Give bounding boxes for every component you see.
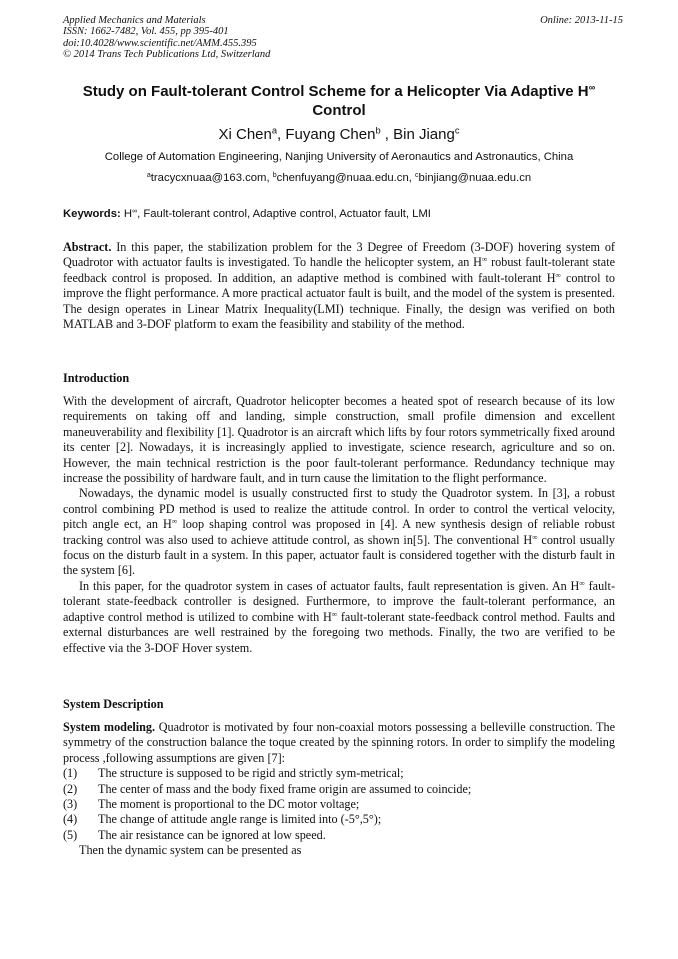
email-list [40,171,638,185]
system-description-heading: System Description [63,697,164,711]
intro-text: control usually focus on the disturb fault in a system. In this paper, actuator fault is considered together with the disturb fault in the system [6]. [63,532,615,578]
title-infinity-sup: ∞ [588,82,596,93]
email-address: tracycxnuaa@163.com [150,172,267,184]
affiliation: College of Automation Engineering, Nanjing University of Aeronautics and Astronautics, China [104,151,574,163]
author-sup: c [454,125,460,136]
assumption-list [63,766,615,843]
intro-text: In this paper, for the quadrotor system in cases of actuator faults, fault representation is given. An H [79,578,580,593]
abstract-text: control to improve the flight performance. A more practical actuator fault is built, and the model of the system is presented. The design operates in Linear Matrix Inequality(LMI) technique. Finally, the design was verified on both MATLAB and 3-DOF platform to exam the feasibility and stability of the method. [63,270,615,332]
system-modeling-lead: System modeling. [63,720,156,734]
email-address: chenfuyang@nuaa.edu.cn [276,172,409,184]
list-item [63,812,615,827]
author-list [40,126,638,144]
list-item-number: (3) [63,797,78,812]
email-separator: , [266,172,273,184]
online-date: Online: 2013-11-15 [540,15,623,26]
introduction-section [63,394,615,656]
journal-header [63,15,623,61]
email-address: binjiang@nuaa.edu.cn [418,172,532,184]
list-item-text: The center of mass and the body fixed frame origin are assumed to coincide; [98,781,472,796]
keywords-rest: , Fault-tolerant control, Adaptive control, Actuator fault, LMI [137,208,431,220]
infinity-sup: ∞ [331,609,338,619]
keywords-infinity-sup: ∞ [132,207,138,215]
abstract-text: In this paper, the stabilization problem for the 3 Degree of Freedom (3-DOF) hovering system of Quadrotor with actuator faults is investigated. To handle the helicopter system, an H [63,240,615,270]
list-item-text: The air resistance can be ignored at low speed. [98,827,326,842]
author-name: Fuyang Chen [285,126,376,143]
abstract [63,240,615,332]
email-sup: b [272,171,277,179]
author-name: Xi Chen [218,126,272,143]
keywords-label: Keywords: [63,208,121,220]
intro-text: fault-tolerant state-feedback controller is designed. Furthermore, to improve the fault-tolerant performance, an adaptive control method is utilized to combine with H [63,578,615,624]
infinity-sup: ∞ [171,516,178,526]
introduction-heading: Introduction [63,371,130,385]
intro-paragraph-3 [63,579,615,656]
system-description-section [63,720,615,859]
intro-text: fault-tolerant state-feedback control method. Faults and external disturbances are well restrained by the foregoing two methods. Finally, the two are verified to be effective via the 3-DOF Hover system. [63,609,615,655]
list-item [63,782,615,797]
list-item-text: The structure is supposed to be rigid and strictly sym-metrical; [98,766,404,781]
author-separator: , [380,126,394,143]
author-sup: a [271,125,278,136]
closing-sentence: Then the dynamic system can be presented as [79,843,302,858]
infinity-sup: ∞ [579,578,585,588]
intro-text: loop shaping control was proposed in [4]. A new synthesis design of reliable robust tracking control was also used to achieve attitude control, as shown in[5]. The conventional H [63,517,616,547]
list-item [63,797,615,812]
intro-paragraph-2 [63,486,615,578]
author-sup: b [375,125,381,136]
infinity-sup: ∞ [555,270,561,280]
list-item [63,828,615,843]
paper-title [40,82,638,120]
title-line2: Control [312,102,366,119]
system-modeling-text: Quadrotor is motivated by four non-coaxial motors possessing a belleville construction. The symmetry of the construction balance the toque created by the spinning rotors. In order to simplify the modeling process ,following assumptions are given [7]: [63,720,616,765]
infinity-sup: ∞ [481,254,488,264]
issn-line: ISSN: 1662-7482, Vol. 455, pp 395-401 [63,26,229,38]
list-item-number: (2) [63,781,78,796]
intro-paragraph-1: With the development of aircraft, Quadrotor helicopter becomes a heated spot of research because of its low requirements on taking off and landing, simple construction, small profile dimension and excellent maneuverability and flexibility [1]. Quadrotor is an aircraft which lifts by four rotors symmetrically fixed around its center [2]. Nowadays, it is increasingly applied to investigate, science research, agriculture and so on. However, the main technical restriction is the poor fault-tolerant performance. Redundancy technique may increase the possibility of hardware fault, and in turn cause the limitation to the flight performance. [63,394,615,486]
keywords [63,207,623,221]
email-sup: c [415,171,419,179]
list-item-number: (5) [63,827,78,842]
journal-name: Applied Mechanics and Materials [63,15,206,26]
abstract-text: robust fault-tolerant state feedback control is proposed. In addition, an adaptive method is combined with fault-tolerant H [63,255,615,285]
email-separator: , [408,172,416,184]
system-modeling-paragraph [63,720,615,766]
list-item [63,766,615,781]
title-main: Study on Fault-tolerant Control Scheme for a Helicopter Via Adaptive H [82,83,589,100]
email-sup: a [146,171,151,179]
keywords-h: H [120,208,133,220]
list-item-number: (4) [63,812,78,827]
copyright-line: © 2014 Trans Tech Publications Ltd, Switzerland [63,49,271,61]
abstract-label: Abstract. [63,240,112,254]
list-item-number: (1) [63,766,78,781]
author-separator: , [277,126,286,143]
list-item-text: The moment is proportional to the DC motor voltage; [98,797,360,812]
list-item-text: The change of attitude angle range is limited into (-5°,5°); [98,812,382,827]
infinity-sup: ∞ [532,532,538,542]
doi-line: doi:10.4028/www.scientific.net/AMM.455.395 [63,37,257,49]
intro-text: Nowadays, the dynamic model is usually constructed first to study the Quadrotor system. In [3], a robust control combining PD method is used to realize the attitude control. In order to control the vertical velocity, pitch angle ect, an H [63,486,615,532]
author-name: Bin Jiang [393,126,455,143]
